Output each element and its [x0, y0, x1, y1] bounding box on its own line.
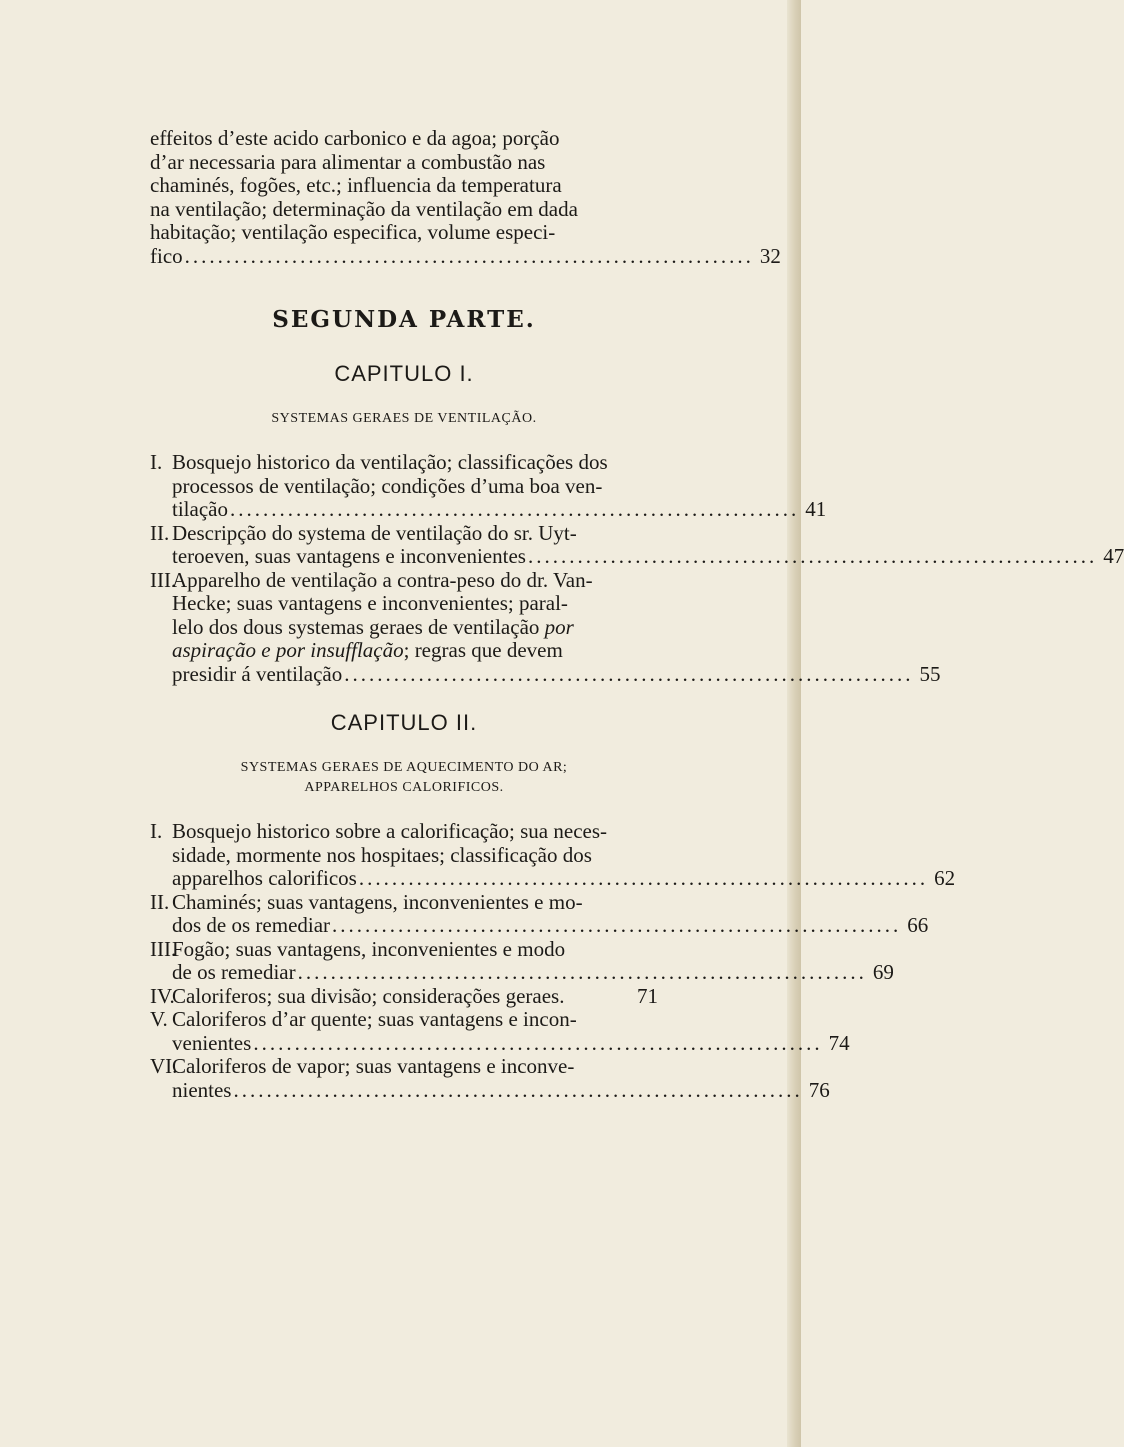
entry-line: [150, 451, 658, 475]
entry-number: III.: [150, 567, 177, 592]
entry-line: [150, 938, 658, 962]
entry-text: chaminés, fogões, etc.; influencia da temperatura: [150, 173, 562, 197]
entry-text: Caloriferos de vapor; suas vantagens e inconve-: [172, 1054, 575, 1078]
entry-text: sidade, mormente nos hospitaes; classificação dos: [172, 842, 592, 867]
table-of-contents: [150, 126, 1124, 1102]
entry-text: lelo dos dous systemas geraes de ventilação: [172, 614, 540, 639]
entry-text: presidir á ventilação: [172, 661, 343, 686]
entry-text: venientes: [172, 1030, 252, 1055]
entry-text: de os remediar: [172, 960, 296, 984]
entry-text: Hecke; suas vantagens e inconvenientes; paral-: [172, 591, 568, 615]
page-number: 74: [828, 1030, 850, 1055]
entry-last-line: [150, 497, 827, 522]
entry-number: II.: [150, 520, 170, 545]
entry-text: habitação; ventilação especifica, volume especi-: [150, 220, 556, 244]
entry-line: [150, 616, 658, 640]
entry-number: IV.: [150, 983, 175, 1008]
entry-line: [150, 1055, 658, 1079]
entry-line: [150, 820, 658, 844]
page-number: 76: [808, 1077, 830, 1102]
entry-italic-text: por: [544, 614, 574, 639]
entry-line: [150, 221, 658, 245]
entry-line: [150, 1008, 658, 1032]
page-number: 69: [872, 960, 894, 984]
entry-number: I.: [150, 819, 163, 843]
page-number: 62: [934, 866, 956, 890]
entry-line: [150, 522, 658, 546]
page-edge: [787, 0, 801, 1447]
toc-entry: [150, 567, 941, 687]
dot-leader: .....................................................................: [344, 661, 914, 686]
chapter-title: CAPITULO II.: [330, 710, 478, 735]
page-number: 66: [907, 913, 929, 937]
entry-line: [150, 569, 658, 593]
dot-leader: .....................................................................: [527, 544, 1098, 568]
toc-entry: [150, 1054, 830, 1102]
dot-leader: .....................................................................: [358, 866, 929, 890]
toc-entry: [150, 985, 658, 1009]
entry-italic-text: aspiração: [172, 638, 256, 662]
chapter-subtitle: SYSTEMAS GERAES DE VENTILAÇÃO.: [271, 411, 537, 426]
toc-entry: [150, 450, 827, 522]
entry-text: apparelhos calorificos: [172, 866, 357, 890]
entry-line: [150, 174, 658, 198]
entry-text: tilação: [172, 497, 228, 521]
entry-line: [150, 639, 658, 663]
entry-line: [150, 151, 658, 175]
entry-line: [150, 127, 658, 151]
entry-text: teroeven, suas vantagens e inconvenientes: [172, 544, 526, 568]
chapter-subtitle-line: SYSTEMAS GERAES DE AQUECIMENTO DO AR;: [240, 760, 568, 775]
toc-entry: [150, 936, 894, 985]
toc-entry: [150, 1007, 850, 1055]
entry-italic-text: por: [275, 638, 306, 662]
chapter-subtitle-line: APPARELHOS CALORIFICOS.: [304, 780, 504, 795]
entry-last-line: [150, 866, 956, 891]
entry-text: dos de os remediar: [172, 913, 331, 937]
chapter-subtitle: [150, 758, 658, 798]
entry-italic-text: e: [261, 638, 271, 662]
entry-line: [150, 198, 658, 222]
entry-last-line: [150, 243, 781, 269]
page-number: 32: [759, 243, 781, 268]
entry-text: d’ar necessaria para alimentar a combustão nas: [150, 149, 546, 174]
entry-number: II.: [150, 889, 170, 914]
entry-text: Fogão; suas vantagens, inconvenientes e modo: [172, 936, 566, 961]
entry-number: III.: [150, 936, 177, 961]
continued-entry: [150, 126, 781, 268]
entry-last-line: [150, 913, 929, 938]
toc-entry: [150, 819, 956, 891]
entry-last-line: [150, 960, 894, 985]
entry-text: Caloriferos d’ar quente; suas vantagens e incon-: [172, 1007, 577, 1031]
entry-text: ; regras que devem: [403, 638, 563, 662]
toc-entry: [150, 520, 1124, 569]
entry-last-line: [150, 661, 941, 687]
entry-text: Chaminés; suas vantagens, inconvenientes e mo-: [172, 889, 583, 914]
entry-text: Apparelho de ventilação a contra-peso do dr. Van-: [172, 567, 593, 592]
entry-text: effeitos d’este acido carbonico e da agoa; porção: [150, 126, 560, 150]
entry-text: Descripção do systema de ventilação do sr. Uyt-: [172, 520, 577, 545]
entry-line: [150, 891, 658, 915]
entry-line: [150, 475, 658, 499]
dot-leader: .....................................................................: [233, 1077, 803, 1102]
dot-leader: .....................................................................: [332, 913, 902, 937]
part-title: SEGUNDA PARTE.: [272, 306, 536, 333]
toc-entry: [150, 889, 929, 938]
entry-italic-text: insufflação: [310, 638, 404, 662]
entry-text: Caloriferos; sua divisão; considerações geraes.: [172, 983, 565, 1008]
entry-last-line: [150, 544, 1124, 569]
entry-text: na ventilação; determinação da ventilação em dada: [150, 196, 578, 221]
entry-last-line: [150, 985, 658, 1009]
entry-line: [150, 592, 658, 616]
page-number: 71: [637, 983, 658, 1008]
entry-last-line: [150, 1077, 830, 1103]
entry-text: fico: [150, 243, 183, 268]
entry-text: Bosquejo historico da ventilação; classificações dos: [172, 450, 608, 474]
dot-leader: .....................................................................: [184, 243, 754, 268]
page-number: 55: [919, 661, 941, 686]
page-number: 47: [1103, 544, 1124, 568]
entry-number: I.: [150, 450, 163, 474]
page-number: 41: [805, 497, 827, 521]
entry-text: nientes: [172, 1077, 232, 1102]
dot-leader: .....................................................................: [297, 960, 867, 984]
entry-number: VI.: [150, 1054, 178, 1078]
dot-leader: .....................................................................: [229, 497, 800, 521]
entry-number: V.: [150, 1007, 168, 1031]
entry-text: processos de ventilação; condições d’uma boa ven-: [172, 473, 603, 498]
entry-last-line: [150, 1030, 850, 1056]
chapter-title: CAPITULO I.: [334, 361, 474, 386]
entry-line: [150, 844, 658, 868]
entry-text: Bosquejo historico sobre a calorificação; sua neces-: [172, 819, 608, 843]
dot-leader: .....................................................................: [253, 1030, 823, 1055]
